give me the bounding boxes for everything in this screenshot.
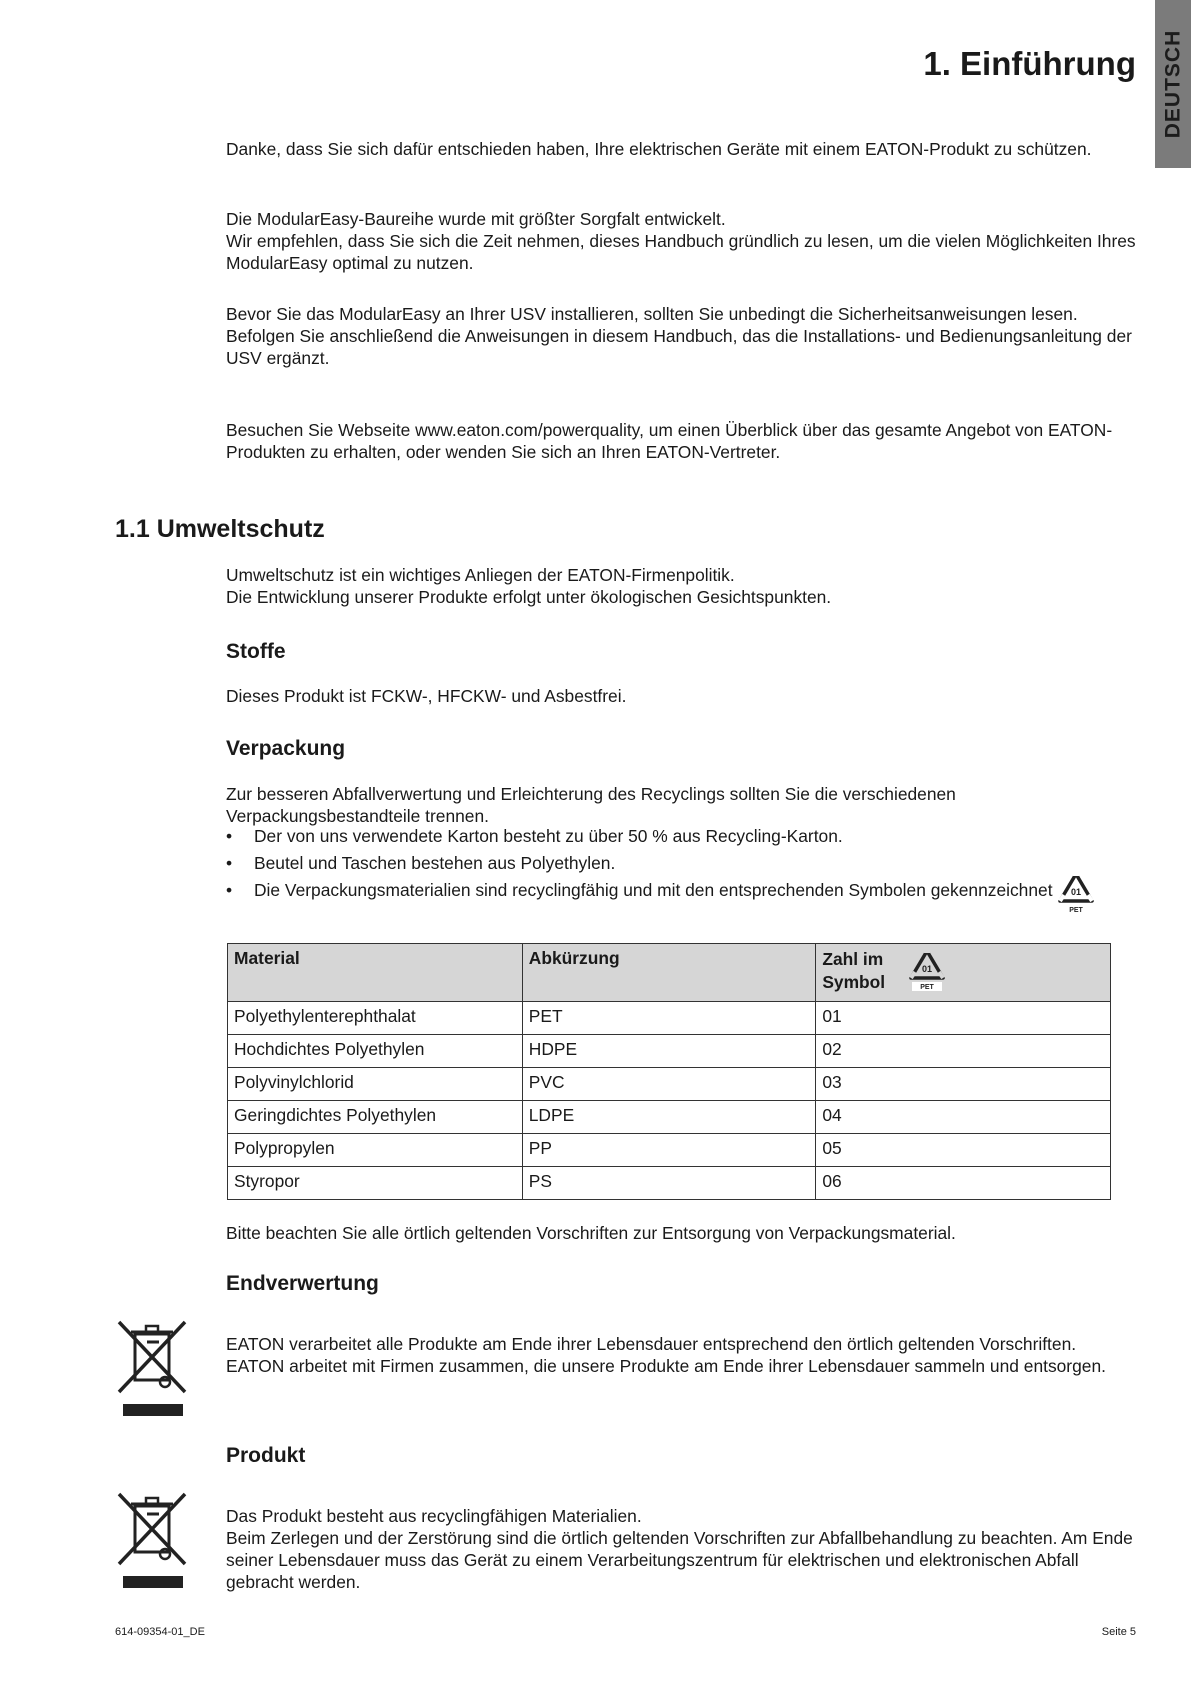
- table-row: [228, 1035, 1111, 1068]
- table-cell: PET: [522, 1002, 816, 1035]
- produkt-heading: Produkt: [226, 1444, 306, 1467]
- recycle-code-text: PET: [920, 984, 935, 991]
- intro-paragraph-2: [226, 208, 1136, 274]
- table-cell: 03: [816, 1068, 1111, 1101]
- table-row: [228, 1167, 1111, 1200]
- table-row: [228, 1101, 1111, 1134]
- table-cell: Polypropylen: [228, 1134, 523, 1167]
- table-row: [228, 1068, 1111, 1101]
- produkt-text-block: [226, 1505, 1136, 1593]
- table-cell: 01: [816, 1002, 1111, 1035]
- table-cell: Hochdichtes Polyethylen: [228, 1035, 523, 1068]
- table-cell: 05: [816, 1134, 1111, 1167]
- table-cell: PVC: [522, 1068, 816, 1101]
- table-cell: Polyvinylchlorid: [228, 1068, 523, 1101]
- intro-paragraph-4: [226, 419, 1136, 463]
- bullet-text: • Die Verpackungsmaterialien sind recyclingfähig und mit den entsprechenden Symbolen gekennzeichnet: [254, 880, 1053, 900]
- recycle-number-text: 01: [1070, 887, 1081, 897]
- intro-text-2b: Wir empfehlen, dass Sie sich die Zeit nehmen, dieses Handbuch gründlich zu lesen, um die vielen Möglichkeiten Ihres ModularEasy optimal zu nutzen.: [226, 231, 1136, 273]
- materials-table: [227, 943, 1111, 1200]
- column-header-material: Material: [228, 944, 523, 1002]
- table-row: [228, 1134, 1111, 1167]
- intro-text-1: Danke, dass Sie sich dafür entschieden haben, Ihre elektrischen Geräte mit einem EATON-Produkt zu schützen.: [226, 139, 1092, 159]
- stoffe-text: Dieses Produkt ist FCKW-, HFCKW- und Asbestfrei.: [226, 686, 627, 706]
- table-cell: LDPE: [522, 1101, 816, 1134]
- bullet-text: Beutel und Taschen bestehen aus Polyethylen.: [254, 853, 616, 873]
- verpackung-note: Bitte beachten Sie alle örtlich geltenden Vorschriften zur Entsorgung von Verpackungsmaterial.: [226, 1223, 956, 1243]
- column-header-zahl: [816, 944, 1111, 1002]
- table-cell: 06: [816, 1167, 1111, 1200]
- table-header-row: [228, 944, 1111, 1002]
- table-cell: PS: [522, 1167, 816, 1200]
- table-cell: 04: [816, 1101, 1111, 1134]
- intro-text-3a: Bevor Sie das ModularEasy an Ihrer USV installieren, sollten Sie unbedingt die Sicherheitsanweisungen lesen.: [226, 304, 1078, 324]
- intro-paragraph-1: [226, 138, 1136, 160]
- verpackung-heading: Verpackung: [226, 737, 346, 760]
- table-cell: PP: [522, 1134, 816, 1167]
- stoffe-heading: Stoffe: [226, 640, 286, 663]
- weee-crossed-bin-icon: [115, 1318, 191, 1420]
- verpackung-text-block: [226, 783, 1136, 827]
- language-tab-label: DEUTSCH: [1161, 29, 1185, 139]
- list-item: [226, 879, 1166, 919]
- language-tab: [1155, 0, 1191, 168]
- endverwertung-heading: Endverwertung: [226, 1272, 379, 1295]
- endverwertung-text: EATON verarbeitet alle Produkte am Ende ihrer Lebensdauer entsprechend den örtlich geltenden Vorschriften. EATON arbeitet mit Firmen zusammen, die unsere Produkte am Ende ihrer Lebensdauer sammeln und entsorgen.: [226, 1334, 1106, 1376]
- verpackung-note-block: [226, 1222, 1136, 1244]
- recycle-number-text: 01: [922, 964, 933, 974]
- section-intro-line-2: Die Entwicklung unserer Produkte erfolgt unter ökologischen Gesichtspunkten.: [226, 587, 832, 607]
- endverwertung-text-block: [226, 1333, 1136, 1377]
- section-intro: [226, 564, 1136, 608]
- section-heading: 1.1 Umweltschutz: [115, 515, 325, 543]
- intro-text-2a: Die ModularEasy-Baureihe wurde mit größter Sorgfalt entwickelt.: [226, 209, 726, 229]
- column-header-abkuerzung: Abkürzung: [522, 944, 816, 1002]
- table-row: [228, 1002, 1111, 1035]
- recycle-pet-icon: [1057, 871, 1095, 915]
- intro-text-4: Besuchen Sie Webseite www.eaton.com/powerquality, um einen Überblick über das gesamte Angebot von EATON-Produkten zu erhalten, oder wenden Sie sich an Ihren EATON-Vertreter.: [226, 420, 1113, 462]
- recycle-code-text: PET: [1068, 907, 1083, 914]
- verpackung-bullet-list: [226, 825, 1166, 919]
- chapter-title: 1. Einführung: [923, 45, 1136, 82]
- stoffe-text-block: [226, 685, 1136, 707]
- weee-crossed-bin-icon: [115, 1490, 191, 1592]
- table-cell: Polyethylenterephthalat: [228, 1002, 523, 1035]
- table-cell: Styropor: [228, 1167, 523, 1200]
- footer-doc-number: 614-09354-01_DE: [115, 1626, 205, 1638]
- table-cell: Geringdichtes Polyethylen: [228, 1101, 523, 1134]
- produkt-text-2: Beim Zerlegen und der Zerstörung sind die örtlich geltenden Vorschriften zur Abfallbehandlung zu beachten. Am Ende seiner Lebensdauer muss das Gerät zu einem Verarbeitungszentrum für elektrischen und elektronischen Abfall gebracht werden.: [226, 1528, 1133, 1592]
- intro-text-3b: Befolgen Sie anschließend die Anweisungen in diesem Handbuch, das die Installations- und Bedienungsanleitung der USV ergänzt.: [226, 326, 1132, 368]
- table-cell: 02: [816, 1035, 1111, 1068]
- footer-page-number: Seite 5: [1101, 1626, 1136, 1638]
- recycle-pet-icon: [908, 948, 946, 997]
- verpackung-text: Zur besseren Abfallverwertung und Erleichterung des Recyclings sollten Sie die verschiedenen Verpackungsbestandteile trennen.: [226, 784, 956, 826]
- intro-paragraph-3: [226, 303, 1136, 369]
- produkt-text-1: Das Produkt besteht aus recyclingfähigen Materialien.: [226, 1506, 642, 1526]
- list-item: [226, 852, 1166, 879]
- table-cell: HDPE: [522, 1035, 816, 1068]
- section-intro-line-1: Umweltschutz ist ein wichtiges Anliegen der EATON-Firmenpolitik.: [226, 565, 735, 585]
- bullet-text: Der von uns verwendete Karton besteht zu über 50 % aus Recycling-Karton.: [254, 826, 843, 846]
- list-item: [226, 825, 1166, 852]
- column-header-zahl-label: Zahl im Symbol: [822, 949, 886, 992]
